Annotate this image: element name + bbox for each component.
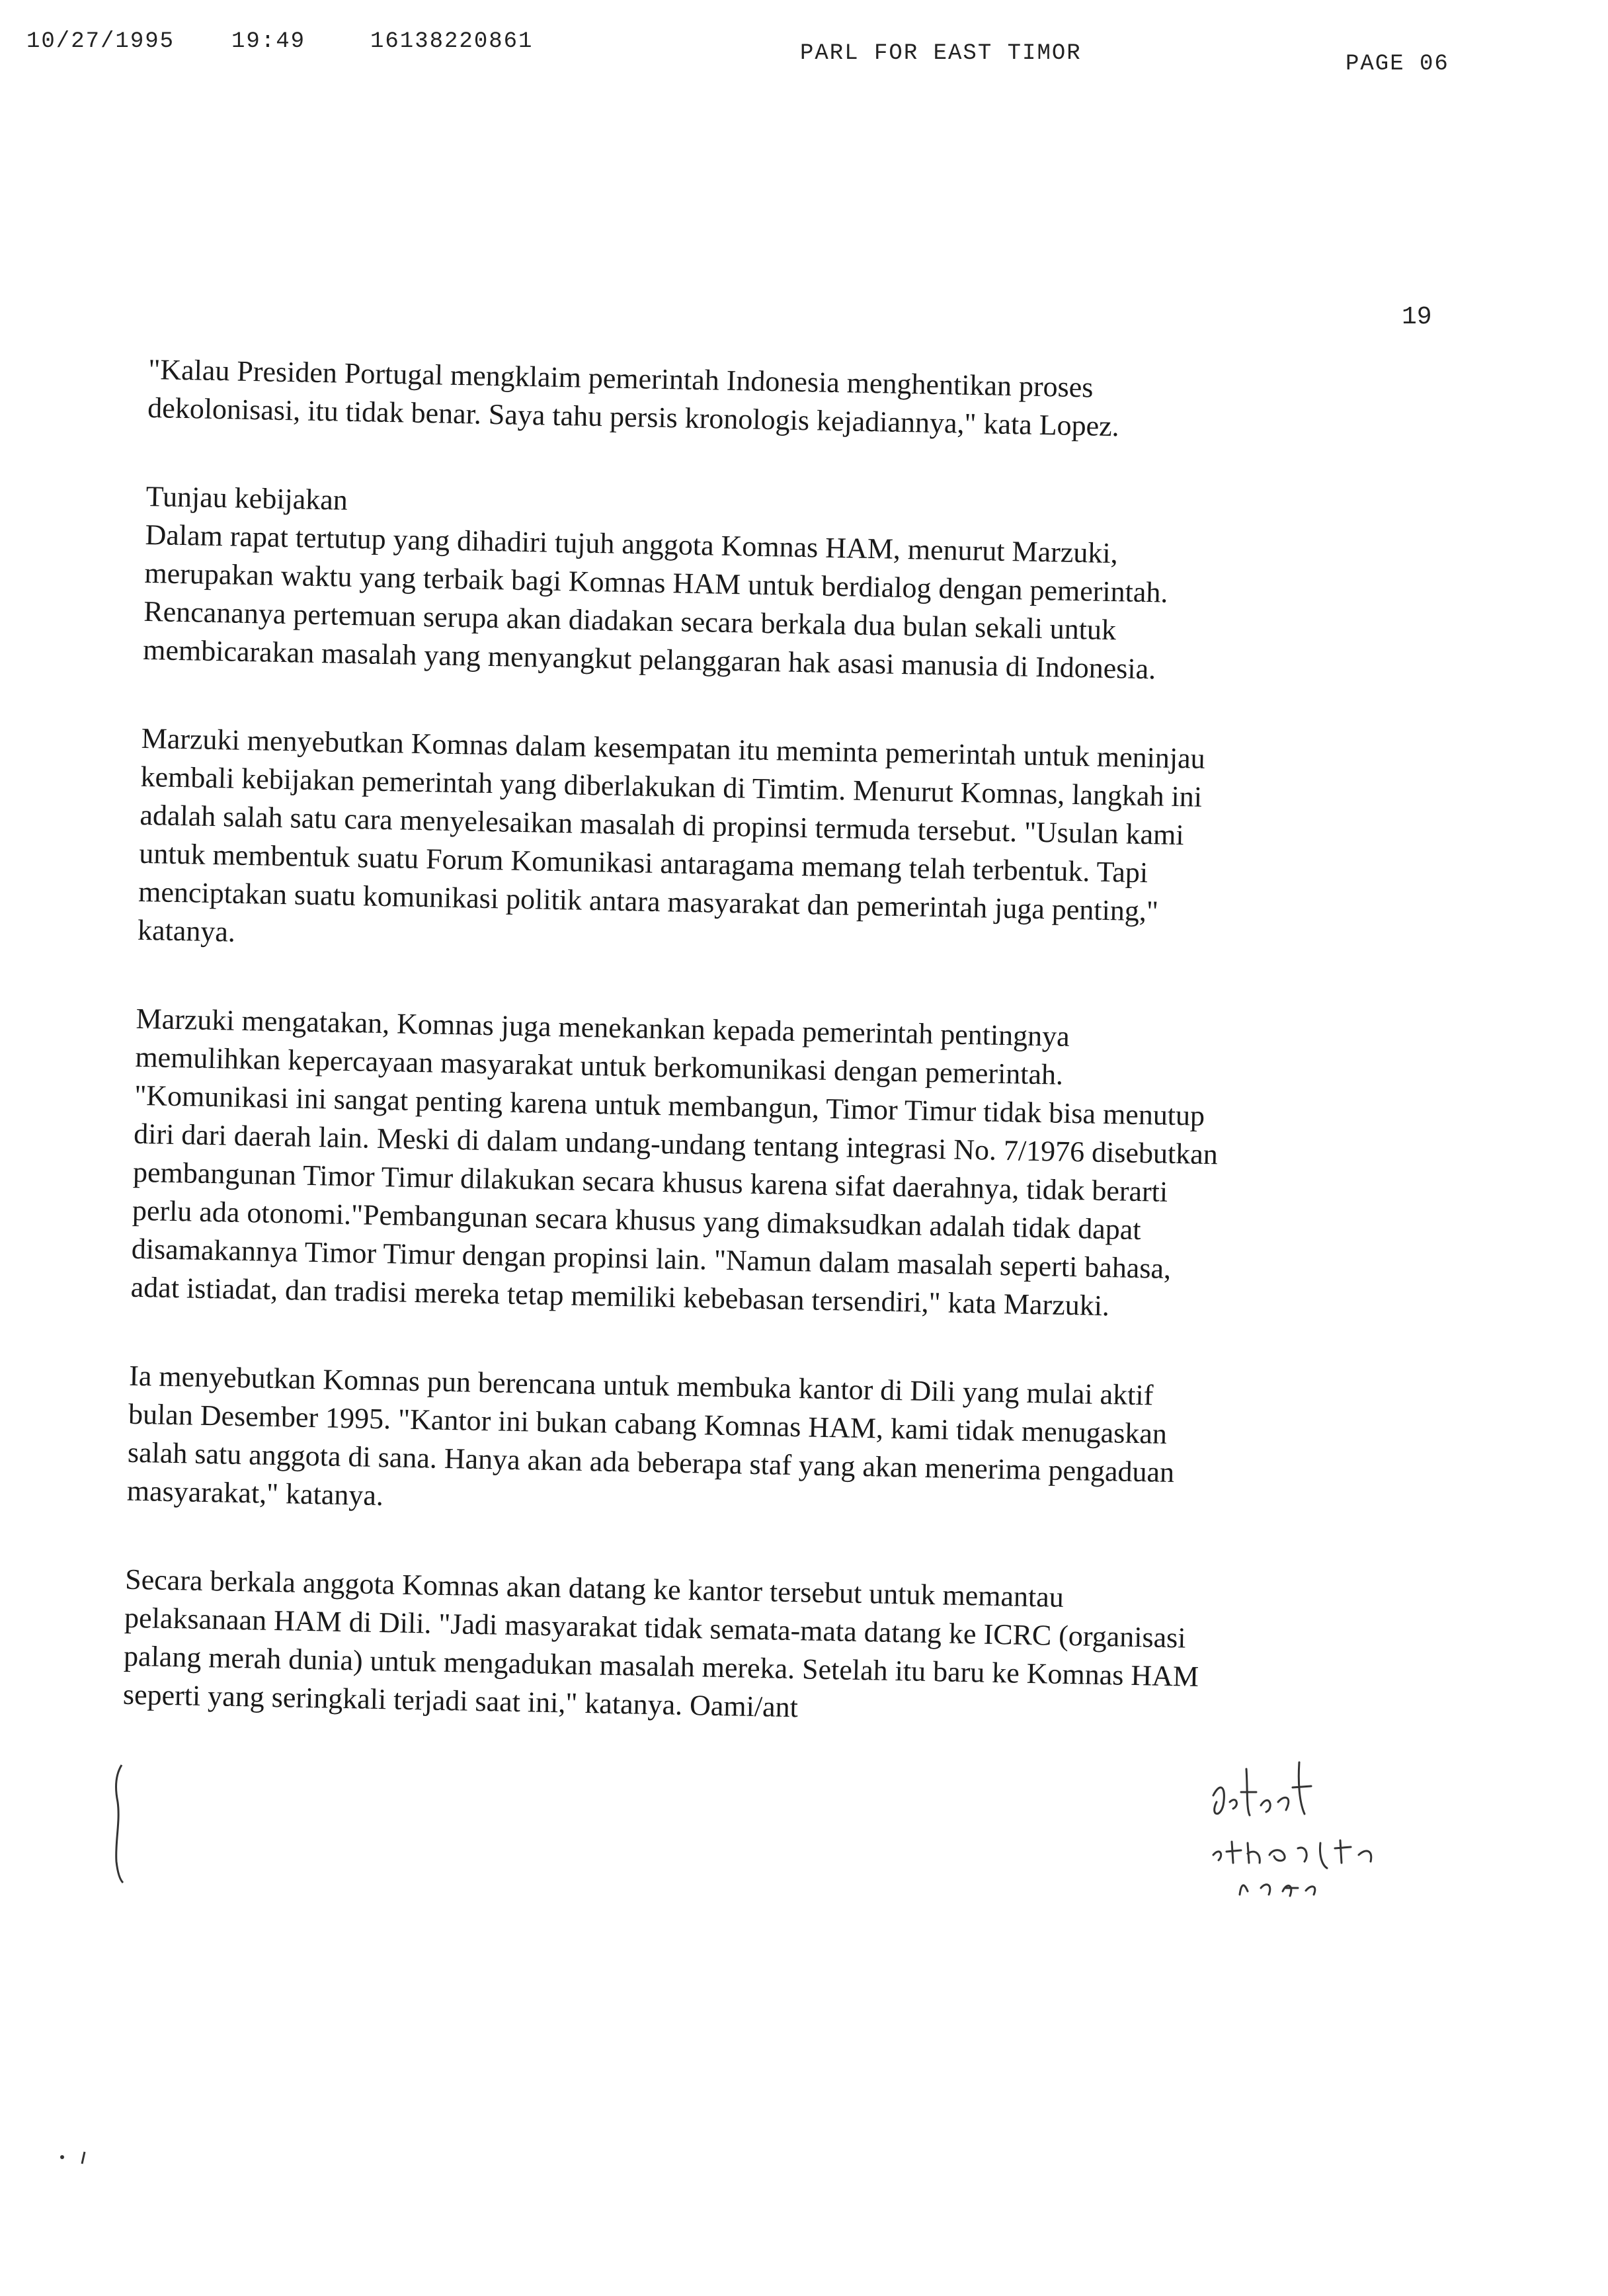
subheading: Tunjau kebijakan	[145, 479, 348, 516]
fax-date: 10/27/1995	[26, 29, 175, 54]
fax-time: 19:49	[231, 29, 306, 54]
fax-page-label: PAGE 06	[1346, 52, 1449, 77]
fax-sender: PARL FOR EAST TIMOR	[800, 41, 1082, 66]
fax-header	[26, 29, 1547, 89]
article-body	[122, 350, 1233, 1785]
paragraph-dili-office: Ia menyebutkan Komnas pun berencana untuk membuka kantor di Dili yang mulai aktif bulan Desember 1995. "Kantor ini bukan cabang Komnas HAM, kami tidak menugaskan salah satu anggota di sana. Hanya akan ada beberapa staf yang akan menerima pengaduan masyarakat," katanya.	[126, 1359, 1175, 1512]
paragraph-lopez-quote: "Kalau Presiden Portugal mengklaim pemerintah Indonesia menghentikan proses dekolonisasi, itu tidak benar. Saya tahu persis kronologis kejadiannya," kata Lopez.	[147, 352, 1120, 443]
fax-phone-number: 16138220861	[370, 29, 534, 54]
handwritten-bracket	[111, 1762, 126, 1885]
stray-marks	[53, 2143, 106, 2169]
paragraph-policy-review: Marzuki menyebutkan Komnas dalam kesempatan itu meminta pemerintah untuk meninjau kembali kebijakan pemerintah yang diberlakukan di Timtim. Menurut Komnas, langkah ini adalah salah satu cara menyelesaikan masalah di propinsi termuda tersebut. "Usulan kami untuk membentuk suatu Forum Komunikasi antaragama memang telah terbentuk. Tapi menciptakan suatu komunikasi politik antara masyarakat dan pemerintah juga penting," katanya.	[137, 721, 1206, 948]
page-number: 19	[1402, 303, 1432, 331]
paragraph-trust-communication: Marzuki mengatakan, Komnas juga menekankan kepada pemerintah pentingnya memulihkan kepercayaan masyarakat untuk berkomunikasi dengan pemerintah. "Komunikasi ini sangat penting karena untuk membangun, Timor Timur tidak bisa menutup diri dari daerah lain. Meski di dalam undang-undang tentang integrasi No. 7/1976 disebutkan pembangunan Timor Timur dilakukan secara khusus karena sifat daerahnya, tidak berarti perlu ada otonomi."Pembangunan secara khusus yang dimaksudkan adalah tidak dapat disamakannya Timor Timur dengan propinsi lain. "Namun dalam masalah seperti bahasa, adat istiadat, dan tradisi mereka tetap memiliki kebebasan tersendiri," kata Marzuki.	[130, 1002, 1219, 1323]
handwritten-margin-note	[1200, 1756, 1412, 1908]
paragraph-closed-meeting: Dalam rapat tertutup yang dihadiri tujuh anggota Komnas HAM, menurut Marzuki, merupakan waktu yang terbaik bagi Komnas HAM untuk berdialog dengan pemerintah. Rencananya pertemuan serupa akan diadakan secara berkala dua bulan sekali untuk membicarakan masalah yang menyangkut pelanggaran hak asasi manusia di Indonesia.	[142, 518, 1168, 686]
paragraph-icrc: Secara berkala anggota Komnas akan datang ke kantor tersebut untuk memantau pelaksanaan HAM di Dili. "Jadi masyarakat tidak semata-mata datang ke ICRC (organisasi palang merah dunia) untuk mengadukan masalah mereka. Setelah itu baru ke Komnas HAM seperti yang seringkali terjadi saat ini," katanya. Oami/ant	[122, 1563, 1199, 1724]
